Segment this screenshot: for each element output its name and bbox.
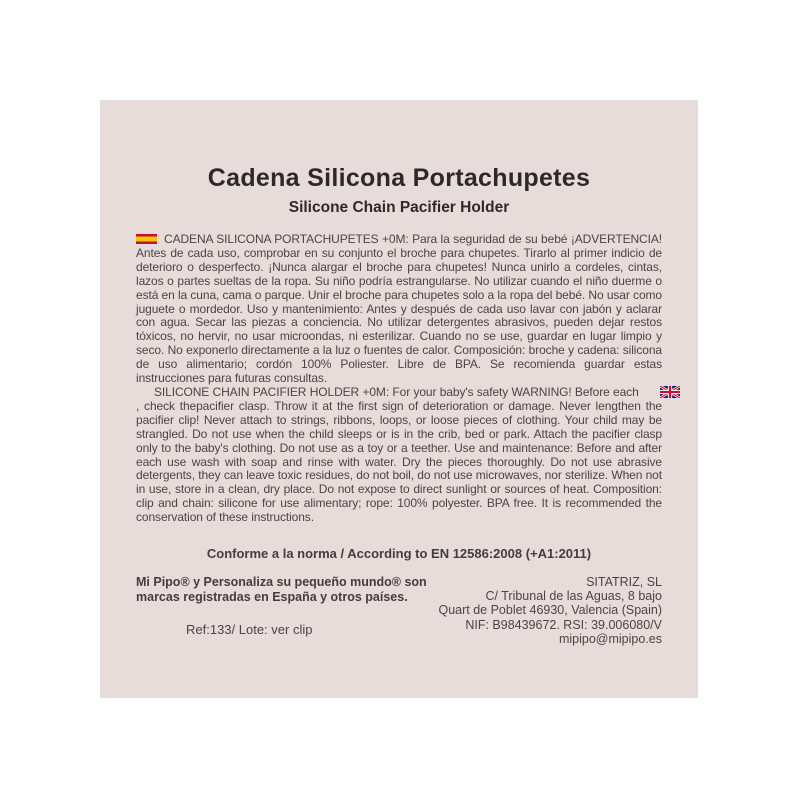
spanish-warning-text: CADENA SILICONA PORTACHUPETES +0M: Para la seguridad de su bebé ¡ADVERTENCIA! Antes de cada uso, comprobar en su conjunto el broche para chupetes. Tirarlo al primer indicio de deterioro o desperfecto. ¡Nunca alargar el broche para chupetes! Nunca unirlo a cordeles, cintas, lazos o partes sueltas de la ropa. Su niño podría estrangularse. No utilizar cuando el niño duerme o está en la cuna, cama o parque. Unir el broche para chupetes solo a la ropa del bebé. No usar como juguete o mordedor. Uso y mantenimiento: Antes y después de cada uso lavar con jabón y aclarar con agua. Secar las piezas a conciencia. No utilizar detergentes abrasivos, pueden dejar restos tóxicos, no hervir, no usar microondas, ni esterilizar. Cuando no se use, guardar en lugar limpio y seco. No exponerlo directamente a la luz o fuentes de calor. Composición: broche y cadena: silicona de uso alimentario; cordón 100% Poliester. Libre de BPA. Se recomienda guardar estas instrucciones para futuras consultas.: [136, 232, 662, 386]
standard-compliance-line: Conforme a la norma / According to EN 12586:2008 (+A1:2011): [206, 546, 592, 562]
english-warning-text-part2: , check thepacifier clasp. Throw it at the first sign of deterioration or damage. Never lengthen the pacifier clip! Never attach to strings, ribbons, loops, or loose pieces of clothing. Your child may be strangled. Do not use when the child sleeps or is in the crib, bed or park. Attach the pacifier clasp only to the baby's clothing. Do not use as a toy or a teether. Use and maintenance: Before and after each use wash with soap and rinse with water. Dry the pieces thoroughly. Do not use abrasive detergents, they can leave toxic residues, do not boil, do not use microwaves, nor sterilize. When not in use, store in a clean, dry place. Do not expose to direct sunlight or sources of heat. Composition: clip and chain: silicone for use alimentary; rope: 100% polyester. BPA free. It is recommended the conservation of these instructions.: [136, 398, 662, 525]
english-warning-paragraph: [136, 386, 662, 525]
company-email: mipipo@mipipo.es: [558, 631, 662, 646]
product-subtitle: Silicone Chain Pacifier Holder: [288, 199, 510, 216]
footer-left-column: [136, 575, 438, 637]
ref-lot-line: Ref:133/ Lote: ver clip: [186, 622, 313, 638]
company-city: Quart de Poblet 46930, Valencia (Spain): [438, 603, 662, 618]
product-label-card: [100, 100, 698, 698]
uk-flag-icon: [642, 386, 662, 398]
trademark-note: Mi Pipo® y Personaliza su pequeño mundo® son marcas registradas en España y otros países.: [136, 575, 427, 605]
warning-text-block: [136, 233, 662, 525]
label-content: [100, 100, 698, 646]
company-address-block: [438, 575, 662, 646]
product-title: Cadena Silicona Portachupetes: [207, 164, 591, 192]
company-name: SITATRIZ, SL: [586, 575, 662, 590]
label-footer: [136, 575, 662, 646]
company-street: C/ Tribunal de las Aguas, 8 bajo: [485, 589, 662, 604]
spain-flag-icon: [136, 234, 157, 244]
spanish-warning-paragraph: [136, 233, 662, 386]
english-warning-text-part1: SILICONE CHAIN PACIFIER HOLDER +0M: For your baby's safety WARNING! Before each: [154, 384, 642, 399]
company-tax-ids: NIF: B98439672. RSI: 39.006080/V: [465, 617, 662, 632]
